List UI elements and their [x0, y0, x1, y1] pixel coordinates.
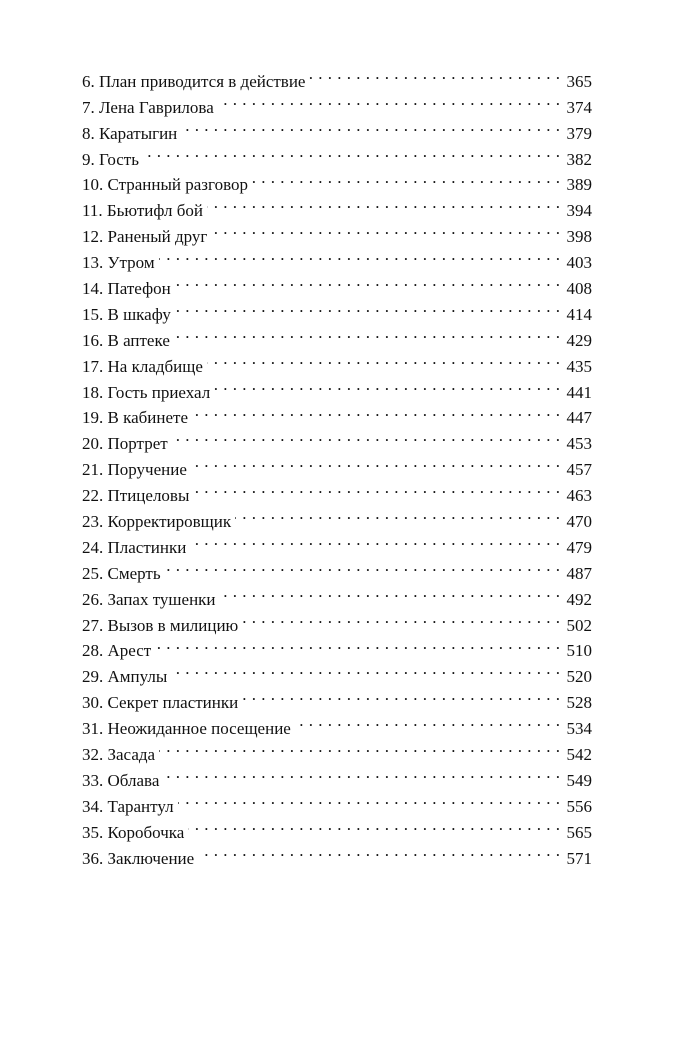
- toc-entry-page-number: 379: [566, 123, 592, 143]
- dot-leader: [193, 475, 560, 501]
- toc-entry-title: 31. Неожиданное посещение: [82, 719, 291, 739]
- toc-entry-title: 10. Странный разговор: [82, 175, 248, 195]
- toc-entry-title: 19. В кабинете: [82, 408, 189, 428]
- toc-entry-title: 12. Раненый друг: [82, 227, 208, 247]
- toc-entry: [82, 734, 592, 765]
- toc-entry-page-number: 479: [566, 537, 592, 557]
- toc-entry-page-number: 463: [566, 486, 592, 506]
- dot-leader: [207, 190, 561, 216]
- toc-entry: [82, 242, 592, 273]
- toc-entry-title: 29. Ампулы: [82, 667, 168, 687]
- dot-leader: [163, 760, 560, 786]
- toc-entry-title: 8. Каратыгин: [82, 123, 178, 143]
- toc-entry-page-number: 492: [566, 589, 592, 609]
- dot-leader: [192, 398, 560, 424]
- toc-entry-title: 26. Запах тушенки: [82, 589, 216, 609]
- toc-entry-page-number: 528: [566, 693, 592, 713]
- toc-entry-title: 27. Вызов в милицию: [82, 615, 239, 635]
- toc-entry-title: 23. Корректировщик: [82, 512, 232, 532]
- table-of-contents: [82, 61, 592, 868]
- toc-entry-page-number: 487: [566, 563, 592, 583]
- toc-entry-title: 14. Патефон: [82, 279, 171, 299]
- toc-entry-page-number: 534: [566, 719, 592, 739]
- toc-entry-page-number: 571: [566, 848, 592, 868]
- dot-leader: [188, 812, 560, 838]
- dot-leader: [175, 268, 561, 294]
- toc-entry-page-number: 542: [566, 745, 592, 765]
- dot-leader: [191, 449, 561, 475]
- toc-entry-title: 21. Поручение: [82, 460, 187, 480]
- toc-entry-page-number: 414: [566, 304, 592, 324]
- toc-entry-title: 11. Бьютифл бой: [82, 201, 203, 221]
- toc-entry-page-number: 389: [566, 175, 592, 195]
- dot-leader: [295, 708, 561, 734]
- toc-entry-page-number: 429: [566, 330, 592, 350]
- dot-leader: [252, 165, 561, 191]
- toc-entry-title: 33. Облава: [82, 770, 160, 790]
- toc-entry-page-number: 470: [566, 512, 592, 532]
- toc-entry: [82, 656, 592, 687]
- toc-entry: [82, 61, 592, 91]
- toc-entry-title: 30. Секрет пластинки: [82, 693, 239, 713]
- toc-entry-page-number: 403: [566, 253, 592, 273]
- toc-entry-title: 25. Смерть: [82, 563, 161, 583]
- dot-leader: [220, 579, 561, 605]
- dot-leader: [165, 553, 561, 579]
- dot-leader: [190, 527, 560, 553]
- dot-leader: [175, 294, 561, 320]
- dot-leader: [242, 605, 560, 631]
- dot-leader: [178, 786, 561, 812]
- toc-entry-page-number: 365: [566, 71, 592, 91]
- toc-entry-page-number: 408: [566, 279, 592, 299]
- toc-entry-page-number: 520: [566, 667, 592, 687]
- toc-entry-page-number: 453: [566, 434, 592, 454]
- dot-leader: [181, 113, 560, 139]
- toc-entry-title: 20. Портрет: [82, 434, 168, 454]
- toc-entry-page-number: 374: [566, 97, 592, 117]
- toc-entry-title: 16. В аптеке: [82, 330, 170, 350]
- toc-entry-title: 7. Лена Гаврилова: [82, 97, 214, 117]
- toc-entry-title: 6. План приводится в действие: [82, 71, 306, 91]
- dot-leader: [211, 216, 560, 242]
- dot-leader: [172, 423, 561, 449]
- toc-entry-title: 9. Гость: [82, 149, 139, 169]
- toc-entry-page-number: 394: [566, 201, 592, 221]
- toc-entry-title: 36. Заключение: [82, 848, 195, 868]
- toc-entry-title: 18. Гость приехал: [82, 382, 211, 402]
- toc-entry-page-number: 457: [566, 460, 592, 480]
- dot-leader: [198, 838, 560, 864]
- toc-entry-title: 13. Утром: [82, 253, 155, 273]
- toc-entry-page-number: 502: [566, 615, 592, 635]
- toc-entry-page-number: 398: [566, 227, 592, 247]
- dot-leader: [174, 320, 561, 346]
- toc-entry-title: 17. На кладбище: [82, 356, 203, 376]
- toc-entry-page-number: 510: [566, 641, 592, 661]
- toc-entry-title: 24. Пластинки: [82, 537, 187, 557]
- toc-entry-page-number: 556: [566, 796, 592, 816]
- toc-entry-title: 34. Тарантул: [82, 796, 174, 816]
- toc-entry-page-number: 435: [566, 356, 592, 376]
- toc-entry-title: 35. Коробочка: [82, 822, 185, 842]
- toc-entry-page-number: 549: [566, 770, 592, 790]
- dot-leader: [218, 87, 561, 113]
- dot-leader: [242, 682, 560, 708]
- dot-leader: [159, 242, 561, 268]
- toc-entry-page-number: 382: [566, 149, 592, 169]
- toc-entry-page-number: 565: [566, 822, 592, 842]
- toc-entry: [82, 139, 592, 169]
- dot-leader: [159, 734, 560, 760]
- toc-entry-title: 22. Птицеловы: [82, 486, 190, 506]
- dot-leader: [171, 656, 560, 682]
- dot-leader: [143, 139, 561, 165]
- toc-entry-page-number: 441: [566, 382, 592, 402]
- toc-entry: [82, 631, 592, 661]
- toc-entry-title: 15. В шкафу: [82, 304, 171, 324]
- dot-leader: [207, 346, 561, 372]
- toc-entry-title: 28. Арест: [82, 641, 152, 661]
- toc-entry: [82, 165, 592, 195]
- dot-leader: [235, 501, 560, 527]
- dot-leader: [155, 631, 560, 657]
- dot-leader: [214, 372, 560, 398]
- toc-entry-title: 32. Засада: [82, 745, 156, 765]
- toc-entry-page-number: 447: [566, 408, 592, 428]
- dot-leader: [309, 61, 560, 87]
